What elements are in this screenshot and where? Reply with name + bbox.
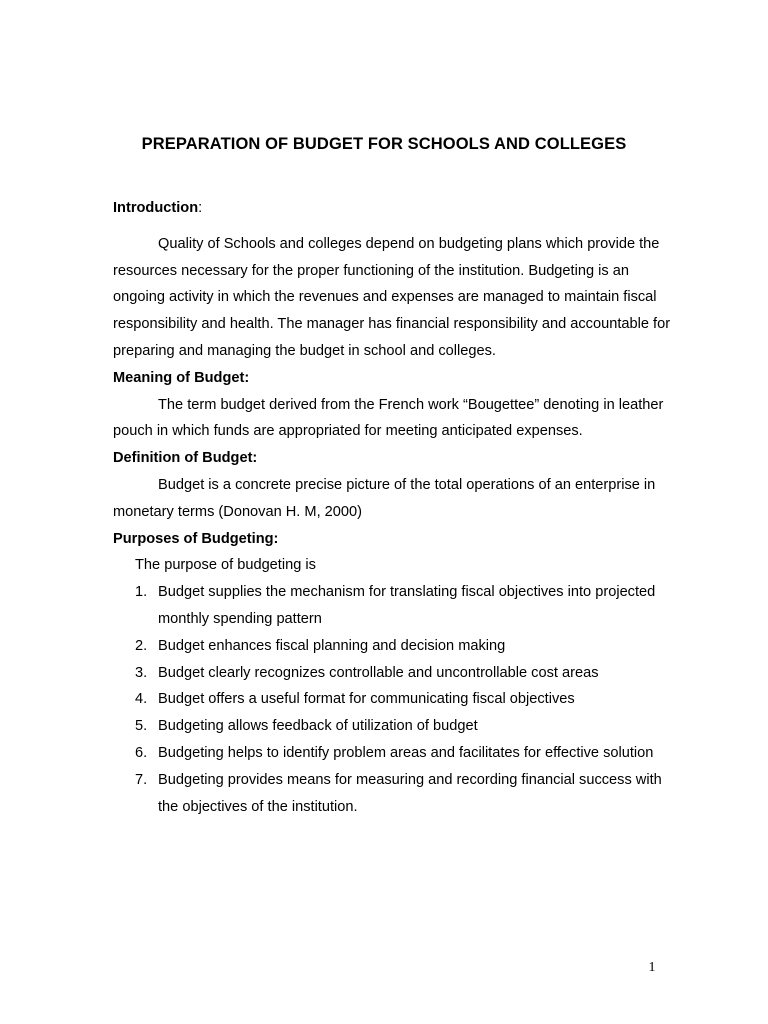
list-item-text: Budget supplies the mechanism for translating fiscal objectives into projected monthly spending pattern <box>158 584 656 627</box>
list-item-text: Budgeting allows feedback of utilization of budget <box>158 718 478 735</box>
list-item-number: 4. <box>135 691 148 708</box>
list-item <box>113 713 673 740</box>
definition-heading: Definition of Budget: <box>113 450 258 467</box>
introduction-paragraph: Quality of Schools and colleges depend on budgeting plans which provide the resources necessary for the proper functioning of the institution. Budgeting is an ongoing activity in which the revenues and expenses are managed to maintain fiscal responsibility and health. The manager has financial responsibility and accountable for preparing and managing the budget in school and colleges. <box>113 235 671 359</box>
list-item <box>113 633 673 660</box>
purposes-lead: The purpose of budgeting is <box>135 557 316 574</box>
document-title: PREPARATION OF BUDGET FOR SCHOOLS AND COLLEGES <box>141 135 627 153</box>
list-item-number: 3. <box>135 664 148 681</box>
list-item-number: 5. <box>135 718 148 735</box>
list-item-number: 2. <box>135 637 148 654</box>
list-item-number: 7. <box>135 771 148 788</box>
list-item-number: 6. <box>135 744 148 761</box>
introduction-heading: Introduction <box>113 200 199 216</box>
introduction-heading-colon: : <box>198 200 203 216</box>
list-item <box>113 686 673 713</box>
document-body <box>113 195 673 820</box>
introduction-heading-line <box>113 195 673 222</box>
meaning-heading: Meaning of Budget: <box>113 369 250 386</box>
list-item <box>113 740 673 767</box>
purposes-list <box>113 579 673 820</box>
list-item-text: Budgeting provides means for measuring and recording financial success with the objectives of the institution. <box>158 771 662 815</box>
list-item-text: Budget clearly recognizes controllable and uncontrollable cost areas <box>158 664 599 681</box>
list-item-text: Budgeting helps to identify problem areas and facilitates for effective solution <box>158 744 654 761</box>
meaning-paragraph: The term budget derived from the French work “Bougettee” denoting in leather pouch in which funds are appropriated for meeting anticipated expenses. <box>113 396 664 440</box>
list-item-text: Budget enhances fiscal planning and decision making <box>158 637 506 654</box>
list-item-number: 1. <box>135 584 148 601</box>
definition-paragraph: Budget is a concrete precise picture of the total operations of an enterprise in monetary terms (Donovan H. M, 2000) <box>113 476 656 520</box>
list-item <box>113 660 673 687</box>
page-number: 1 <box>648 960 656 975</box>
list-item <box>113 767 673 821</box>
list-item-text: Budget offers a useful format for communicating fiscal objectives <box>158 691 575 708</box>
list-item <box>113 579 673 633</box>
purposes-heading: Purposes of Budgeting: <box>113 530 279 547</box>
